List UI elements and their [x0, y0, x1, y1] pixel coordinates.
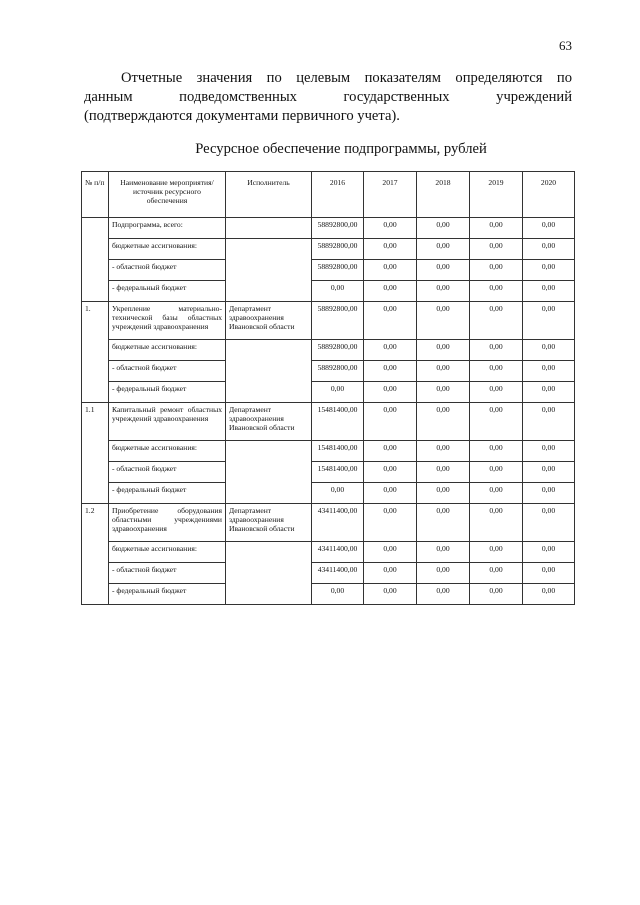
value-2018: 0,00	[417, 260, 470, 281]
value-2016: 15481400,00	[312, 403, 364, 441]
value-2018: 0,00	[417, 483, 470, 504]
value-2019: 0,00	[470, 281, 523, 302]
value-2017: 0,00	[364, 462, 417, 483]
header-2016: 2016	[312, 172, 364, 218]
table-row	[82, 403, 575, 441]
header-name: Наименование мероприятия/источник ресурсного обеспечения	[109, 172, 226, 218]
table-row	[82, 441, 575, 462]
value-2019: 0,00	[470, 542, 523, 563]
value-2016: 43411400,00	[312, 563, 364, 584]
header-2020: 2020	[523, 172, 575, 218]
value-2017: 0,00	[364, 340, 417, 361]
value-2020: 0,00	[523, 361, 575, 382]
table-row	[82, 462, 575, 483]
table-row	[82, 584, 575, 605]
value-2017: 0,00	[364, 361, 417, 382]
value-2016: 58892800,00	[312, 361, 364, 382]
value-2017: 0,00	[364, 542, 417, 563]
executor-cell	[226, 239, 312, 302]
executor-cell: Департамент здравоохранения Ивановской области	[226, 504, 312, 542]
table-row	[82, 504, 575, 542]
value-2019: 0,00	[470, 403, 523, 441]
value-2019: 0,00	[470, 361, 523, 382]
value-2016: 58892800,00	[312, 302, 364, 340]
value-2016: 58892800,00	[312, 260, 364, 281]
value-2020: 0,00	[523, 483, 575, 504]
num-cell	[82, 218, 109, 302]
value-2016: 58892800,00	[312, 239, 364, 260]
row-name: - федеральный бюджет	[109, 584, 226, 605]
row-name: - федеральный бюджет	[109, 483, 226, 504]
value-2018: 0,00	[417, 542, 470, 563]
value-2017: 0,00	[364, 504, 417, 542]
row-name: Подпрограмма, всего:	[109, 218, 226, 239]
table-row	[82, 302, 575, 340]
header-num: № п/п	[82, 172, 109, 218]
value-2019: 0,00	[470, 584, 523, 605]
value-2020: 0,00	[523, 382, 575, 403]
header-executor: Исполнитель	[226, 172, 312, 218]
table-row	[82, 218, 575, 239]
num-cell: 1.2	[82, 504, 109, 605]
section-title: Ресурсное обеспечение подпрограммы, рублей	[195, 141, 487, 157]
value-2020: 0,00	[523, 462, 575, 483]
value-2019: 0,00	[470, 462, 523, 483]
intro-paragraph	[84, 69, 572, 126]
executor-cell	[226, 340, 312, 403]
row-name: - областной бюджет	[109, 462, 226, 483]
value-2016: 0,00	[312, 281, 364, 302]
value-2016: 15481400,00	[312, 441, 364, 462]
value-2020: 0,00	[523, 504, 575, 542]
intro-line-1: Отчетные значения по целевым показателям определяются по	[121, 70, 572, 86]
value-2017: 0,00	[364, 441, 417, 462]
value-2016: 58892800,00	[312, 218, 364, 239]
row-name: - областной бюджет	[109, 260, 226, 281]
row-name: бюджетные ассигнования:	[109, 340, 226, 361]
value-2017: 0,00	[364, 260, 417, 281]
row-name: бюджетные ассигнования:	[109, 542, 226, 563]
value-2018: 0,00	[417, 218, 470, 239]
executor-cell	[226, 441, 312, 504]
value-2020: 0,00	[523, 563, 575, 584]
value-2019: 0,00	[470, 218, 523, 239]
row-name: - областной бюджет	[109, 563, 226, 584]
value-2020: 0,00	[523, 441, 575, 462]
value-2018: 0,00	[417, 504, 470, 542]
value-2018: 0,00	[417, 403, 470, 441]
value-2018: 0,00	[417, 462, 470, 483]
resource-table	[81, 171, 575, 605]
value-2016: 0,00	[312, 584, 364, 605]
value-2019: 0,00	[470, 239, 523, 260]
page-number: 63	[559, 38, 572, 53]
value-2020: 0,00	[523, 584, 575, 605]
value-2017: 0,00	[364, 483, 417, 504]
value-2018: 0,00	[417, 361, 470, 382]
value-2018: 0,00	[417, 563, 470, 584]
value-2017: 0,00	[364, 563, 417, 584]
row-name: бюджетные ассигнования:	[109, 239, 226, 260]
value-2018: 0,00	[417, 584, 470, 605]
table-row	[82, 563, 575, 584]
row-name: - федеральный бюджет	[109, 382, 226, 403]
value-2019: 0,00	[470, 260, 523, 281]
table-row	[82, 340, 575, 361]
table-row	[82, 483, 575, 504]
table-row	[82, 382, 575, 403]
value-2018: 0,00	[417, 382, 470, 403]
table-row	[82, 361, 575, 382]
executor-cell: Департамент здравоохранения Ивановской области	[226, 403, 312, 441]
table-row	[82, 239, 575, 260]
value-2017: 0,00	[364, 382, 417, 403]
table-row	[82, 281, 575, 302]
value-2017: 0,00	[364, 403, 417, 441]
row-name: Капитальный ремонт областных учреждений здравоохранения	[109, 403, 226, 441]
value-2020: 0,00	[523, 542, 575, 563]
value-2018: 0,00	[417, 340, 470, 361]
value-2018: 0,00	[417, 281, 470, 302]
value-2016: 43411400,00	[312, 542, 364, 563]
header-2017: 2017	[364, 172, 417, 218]
value-2020: 0,00	[523, 218, 575, 239]
value-2017: 0,00	[364, 218, 417, 239]
value-2020: 0,00	[523, 403, 575, 441]
value-2017: 0,00	[364, 239, 417, 260]
executor-cell	[226, 218, 312, 239]
header-2018: 2018	[417, 172, 470, 218]
value-2018: 0,00	[417, 441, 470, 462]
row-name: Укрепление материально-технической базы областных учреждений здравоохранения	[109, 302, 226, 340]
intro-line-2: данным подведомственных государственных учреждений	[84, 89, 572, 105]
value-2019: 0,00	[470, 563, 523, 584]
value-2020: 0,00	[523, 239, 575, 260]
value-2020: 0,00	[523, 260, 575, 281]
num-cell: 1.	[82, 302, 109, 403]
value-2019: 0,00	[470, 340, 523, 361]
row-name: бюджетные ассигнования:	[109, 441, 226, 462]
table-header-row	[82, 172, 575, 218]
value-2020: 0,00	[523, 302, 575, 340]
value-2019: 0,00	[470, 441, 523, 462]
row-name: Приобретение оборудования областными учреждениями здравоохранения	[109, 504, 226, 542]
row-name: - федеральный бюджет	[109, 281, 226, 302]
value-2019: 0,00	[470, 302, 523, 340]
row-name: - областной бюджет	[109, 361, 226, 382]
value-2017: 0,00	[364, 302, 417, 340]
executor-cell	[226, 542, 312, 605]
num-cell: 1.1	[82, 403, 109, 504]
value-2016: 15481400,00	[312, 462, 364, 483]
value-2016: 43411400,00	[312, 504, 364, 542]
intro-line-3: (подтверждаются документами первичного учета).	[84, 108, 400, 124]
value-2016: 0,00	[312, 483, 364, 504]
value-2016: 58892800,00	[312, 340, 364, 361]
value-2017: 0,00	[364, 281, 417, 302]
header-2019: 2019	[470, 172, 523, 218]
value-2019: 0,00	[470, 382, 523, 403]
executor-cell: Департамент здравоохранения Ивановской области	[226, 302, 312, 340]
value-2020: 0,00	[523, 281, 575, 302]
value-2019: 0,00	[470, 504, 523, 542]
value-2018: 0,00	[417, 239, 470, 260]
value-2016: 0,00	[312, 382, 364, 403]
value-2019: 0,00	[470, 483, 523, 504]
value-2018: 0,00	[417, 302, 470, 340]
value-2020: 0,00	[523, 340, 575, 361]
table-row	[82, 260, 575, 281]
value-2017: 0,00	[364, 584, 417, 605]
table-row	[82, 542, 575, 563]
